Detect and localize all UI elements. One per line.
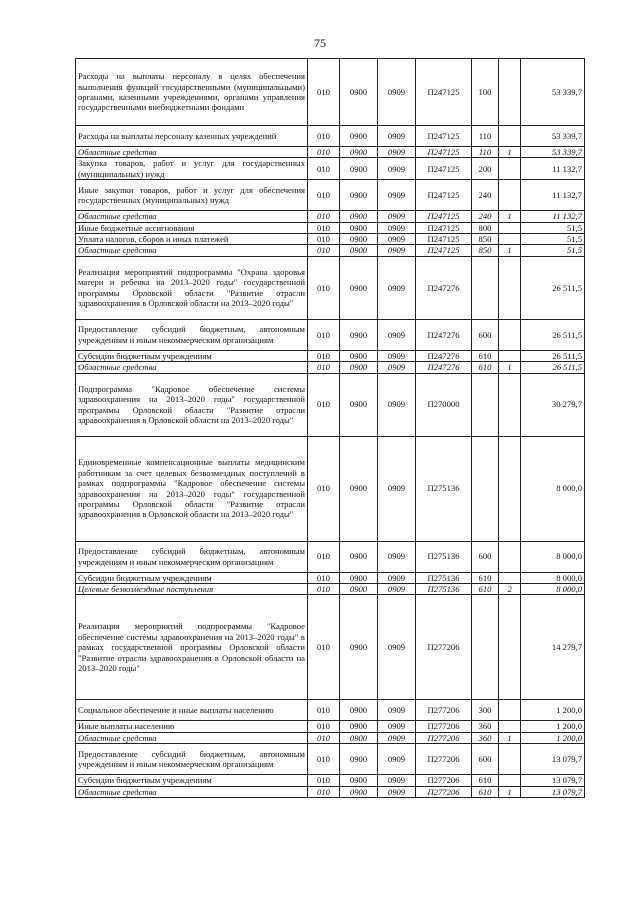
- row-ved-code: 010: [308, 436, 340, 541]
- row-ved-code: 010: [308, 373, 340, 436]
- row-funding-source: 1: [499, 362, 521, 373]
- row-name: Субсидии бюджетным учреждениям: [76, 350, 308, 361]
- row-ved-code: 010: [308, 180, 340, 211]
- row-funding-source: 1: [499, 147, 521, 158]
- row-target-article: П247276: [416, 362, 472, 373]
- table-row: [76, 158, 585, 180]
- row-amount: 26 511,5: [521, 362, 585, 373]
- row-subsection-code: 0909: [378, 126, 416, 147]
- table-row: [76, 786, 585, 797]
- row-section-code: 0900: [340, 584, 378, 595]
- row-funding-source: [499, 319, 521, 350]
- row-funding-source: 1: [499, 245, 521, 256]
- row-target-article: П277206: [416, 744, 472, 775]
- page-number: 75: [314, 36, 326, 50]
- row-target-article: П247276: [416, 319, 472, 350]
- row-target-article: П270000: [416, 373, 472, 436]
- row-amount: 26 511,5: [521, 319, 585, 350]
- row-section-code: 0900: [340, 775, 378, 786]
- row-amount: 26 511,5: [521, 350, 585, 361]
- row-ved-code: 010: [308, 721, 340, 732]
- row-section-code: 0900: [340, 256, 378, 319]
- row-section-code: 0900: [340, 211, 378, 222]
- row-target-article: П275136: [416, 541, 472, 572]
- row-ved-code: 010: [308, 362, 340, 373]
- row-amount: 1 200,0: [521, 721, 585, 732]
- row-subsection-code: 0909: [378, 180, 416, 211]
- row-section-code: 0900: [340, 732, 378, 743]
- row-expense-type: 110: [472, 126, 499, 147]
- row-funding-source: [499, 700, 521, 721]
- row-section-code: 0900: [340, 158, 378, 180]
- row-subsection-code: 0909: [378, 436, 416, 541]
- row-expense-type: 360: [472, 732, 499, 743]
- row-name: Предоставление субсидий бюджетным, автономным учреждениям и иным некоммерческим организациям: [76, 541, 308, 572]
- row-name: Предоставление субсидий бюджетным, автономным учреждениям и иным некоммерческим организациям: [76, 319, 308, 350]
- table-row: [76, 222, 585, 233]
- row-target-article: П277206: [416, 786, 472, 797]
- row-ved-code: 010: [308, 126, 340, 147]
- row-funding-source: [499, 775, 521, 786]
- table-row: [76, 256, 585, 319]
- row-funding-source: [499, 541, 521, 572]
- row-target-article: П277206: [416, 721, 472, 732]
- row-funding-source: [499, 180, 521, 211]
- row-section-code: 0900: [340, 319, 378, 350]
- table-row: [76, 362, 585, 373]
- row-ved-code: 010: [308, 211, 340, 222]
- table-row: [76, 721, 585, 732]
- table-row: [76, 319, 585, 350]
- row-amount: 13 079,7: [521, 744, 585, 775]
- row-subsection-code: 0909: [378, 211, 416, 222]
- row-funding-source: [499, 350, 521, 361]
- row-ved-code: 010: [308, 350, 340, 361]
- row-amount: 8 000,0: [521, 572, 585, 583]
- table-row: [76, 595, 585, 700]
- row-name: Единовременные компенсационные выплаты медицинским работникам за счет целевых безвозмездных поступлений в рамках подпрограммы "Кадровое обеспечение системы здравоохранения на 2013–2020 годы" государственной программы Орловской области "Развитие отрасли здравоохранения в Орловской области на 2013–2020 годы": [76, 436, 308, 541]
- row-name: Расходы на выплаты персоналу в целях обеспечения выполнения функций государственными (муниципальными) органами, казенными учреждениями, органами управления государственными внебюджетными фондами: [76, 59, 308, 126]
- row-ved-code: 010: [308, 319, 340, 350]
- row-amount: 51,5: [521, 222, 585, 233]
- row-section-code: 0900: [340, 147, 378, 158]
- row-amount: 1 200,0: [521, 732, 585, 743]
- row-target-article: П277206: [416, 700, 472, 721]
- row-subsection-code: 0909: [378, 245, 416, 256]
- row-funding-source: 1: [499, 786, 521, 797]
- row-name: Субсидии бюджетным учреждениям: [76, 775, 308, 786]
- row-name: Реализация мероприятий подпрограммы "Кадровое обеспечение системы здравоохранения на 2013–2020 годы" в рамках государственной программы Орловской области "Развитие отрасли здравоохранения в Орловской области на 2013–2020 годы": [76, 595, 308, 700]
- row-amount: 8 000,0: [521, 584, 585, 595]
- row-section-code: 0900: [340, 572, 378, 583]
- row-target-article: П247125: [416, 147, 472, 158]
- table-row: [76, 59, 585, 126]
- row-funding-source: [499, 59, 521, 126]
- row-section-code: 0900: [340, 126, 378, 147]
- row-target-article: П275136: [416, 572, 472, 583]
- row-expense-type: [472, 256, 499, 319]
- table-row: [76, 245, 585, 256]
- row-section-code: 0900: [340, 786, 378, 797]
- table-row: [76, 436, 585, 541]
- row-expense-type: 850: [472, 234, 499, 245]
- row-target-article: П247125: [416, 126, 472, 147]
- row-ved-code: 010: [308, 700, 340, 721]
- row-subsection-code: 0909: [378, 775, 416, 786]
- table-row: [76, 211, 585, 222]
- row-expense-type: 600: [472, 744, 499, 775]
- row-target-article: П247125: [416, 234, 472, 245]
- row-name: Областные средства: [76, 786, 308, 797]
- row-subsection-code: 0909: [378, 584, 416, 595]
- row-expense-type: 200: [472, 158, 499, 180]
- row-ved-code: 010: [308, 256, 340, 319]
- row-subsection-code: 0909: [378, 541, 416, 572]
- row-target-article: П275136: [416, 436, 472, 541]
- row-subsection-code: 0909: [378, 732, 416, 743]
- row-ved-code: 010: [308, 786, 340, 797]
- row-ved-code: 010: [308, 595, 340, 700]
- table-row: [76, 732, 585, 743]
- row-funding-source: [499, 256, 521, 319]
- row-name: Субсидии бюджетным учреждениям: [76, 572, 308, 583]
- row-target-article: П247125: [416, 59, 472, 126]
- row-expense-type: 360: [472, 721, 499, 732]
- row-target-article: П275136: [416, 584, 472, 595]
- row-expense-type: 610: [472, 775, 499, 786]
- row-amount: 30 279,7: [521, 373, 585, 436]
- row-section-code: 0900: [340, 245, 378, 256]
- row-ved-code: 010: [308, 744, 340, 775]
- row-expense-type: 610: [472, 362, 499, 373]
- row-amount: 8 000,0: [521, 541, 585, 572]
- table-row: [76, 234, 585, 245]
- row-section-code: 0900: [340, 234, 378, 245]
- row-amount: 13 079,7: [521, 775, 585, 786]
- row-expense-type: 800: [472, 222, 499, 233]
- row-ved-code: 010: [308, 59, 340, 126]
- table-body: [76, 59, 585, 798]
- row-subsection-code: 0909: [378, 59, 416, 126]
- table-row: [76, 541, 585, 572]
- row-subsection-code: 0909: [378, 234, 416, 245]
- row-name: Уплата налогов, сборов и иных платежей: [76, 234, 308, 245]
- row-name: Областные средства: [76, 362, 308, 373]
- row-subsection-code: 0909: [378, 595, 416, 700]
- row-name: Расходы на выплаты персоналу казенных учреждений: [76, 126, 308, 147]
- row-funding-source: [499, 436, 521, 541]
- row-section-code: 0900: [340, 721, 378, 732]
- table-row: [76, 584, 585, 595]
- row-section-code: 0900: [340, 180, 378, 211]
- row-subsection-code: 0909: [378, 158, 416, 180]
- row-section-code: 0900: [340, 541, 378, 572]
- row-amount: 11 132,7: [521, 158, 585, 180]
- row-funding-source: [499, 126, 521, 147]
- row-subsection-code: 0909: [378, 350, 416, 361]
- row-amount: 11 132,7: [521, 180, 585, 211]
- row-ved-code: 010: [308, 584, 340, 595]
- row-funding-source: [499, 373, 521, 436]
- row-expense-type: 300: [472, 700, 499, 721]
- row-amount: 8 000,0: [521, 436, 585, 541]
- row-subsection-code: 0909: [378, 147, 416, 158]
- row-expense-type: 610: [472, 584, 499, 595]
- row-section-code: 0900: [340, 744, 378, 775]
- row-subsection-code: 0909: [378, 373, 416, 436]
- row-ved-code: 010: [308, 541, 340, 572]
- row-name: Реализация мероприятий подпрограммы "Охрана здоровья матери и ребенка на 2013–2020 годы" государственной программы Орловской области "Развитие отрасли здравоохранения в Орловской области на 2013–2020 годы": [76, 256, 308, 319]
- row-expense-type: [472, 373, 499, 436]
- row-subsection-code: 0909: [378, 362, 416, 373]
- row-funding-source: [499, 744, 521, 775]
- row-name: Предоставление субсидий бюджетным, автономным учреждениям и иным некоммерческим организациям: [76, 744, 308, 775]
- row-name: Иные бюджетные ассигнования: [76, 222, 308, 233]
- row-subsection-code: 0909: [378, 744, 416, 775]
- row-target-article: П277206: [416, 775, 472, 786]
- row-subsection-code: 0909: [378, 572, 416, 583]
- row-ved-code: 010: [308, 147, 340, 158]
- row-expense-type: 600: [472, 319, 499, 350]
- row-section-code: 0900: [340, 222, 378, 233]
- table-row: [76, 350, 585, 361]
- row-expense-type: [472, 436, 499, 541]
- row-funding-source: [499, 595, 521, 700]
- row-name: Областные средства: [76, 211, 308, 222]
- row-target-article: П277206: [416, 595, 472, 700]
- row-expense-type: 240: [472, 180, 499, 211]
- row-funding-source: 1: [499, 732, 521, 743]
- table-row: [76, 775, 585, 786]
- row-section-code: 0900: [340, 59, 378, 126]
- row-expense-type: [472, 595, 499, 700]
- table-row: [76, 700, 585, 721]
- row-funding-source: 2: [499, 584, 521, 595]
- row-expense-type: 610: [472, 350, 499, 361]
- row-name: Областные средства: [76, 147, 308, 158]
- row-amount: 14 279,7: [521, 595, 585, 700]
- row-funding-source: [499, 721, 521, 732]
- row-funding-source: [499, 572, 521, 583]
- row-subsection-code: 0909: [378, 222, 416, 233]
- row-name: Целевые безвозмездные поступления: [76, 584, 308, 595]
- row-ved-code: 010: [308, 234, 340, 245]
- row-target-article: П247125: [416, 211, 472, 222]
- row-amount: 1 200,0: [521, 700, 585, 721]
- row-amount: 51,5: [521, 234, 585, 245]
- row-target-article: П247125: [416, 245, 472, 256]
- row-expense-type: 850: [472, 245, 499, 256]
- row-section-code: 0900: [340, 700, 378, 721]
- row-amount: 53 339,7: [521, 126, 585, 147]
- row-target-article: П247276: [416, 350, 472, 361]
- row-ved-code: 010: [308, 732, 340, 743]
- row-funding-source: 1: [499, 211, 521, 222]
- row-amount: 53 339,7: [521, 147, 585, 158]
- row-amount: 51,5: [521, 245, 585, 256]
- row-ved-code: 010: [308, 572, 340, 583]
- row-target-article: П277206: [416, 732, 472, 743]
- table-row: [76, 147, 585, 158]
- row-section-code: 0900: [340, 350, 378, 361]
- row-name: Закупка товаров, работ и услуг для государственных (муниципальных) нужд: [76, 158, 308, 180]
- row-ved-code: 010: [308, 245, 340, 256]
- row-name: Областные средства: [76, 245, 308, 256]
- table-row: [76, 180, 585, 211]
- row-subsection-code: 0909: [378, 786, 416, 797]
- row-name: Областные средства: [76, 732, 308, 743]
- row-amount: 26 511,5: [521, 256, 585, 319]
- row-amount: 53 339,7: [521, 59, 585, 126]
- row-ved-code: 010: [308, 775, 340, 786]
- row-subsection-code: 0909: [378, 721, 416, 732]
- row-expense-type: 240: [472, 211, 499, 222]
- row-expense-type: 610: [472, 572, 499, 583]
- row-name: Подпрограмма "Кадровое обеспечение системы здравоохранения на 2013–2020 годы" государственной программы Орловской области "Развитие отрасли здравоохранения в Орловской области на 2013–2020 годы": [76, 373, 308, 436]
- row-name: Иные закупки товаров, работ и услуг для обеспечения государственных (муниципальных) нужд: [76, 180, 308, 211]
- table-row: [76, 373, 585, 436]
- row-amount: 13 079,7: [521, 786, 585, 797]
- row-target-article: П247125: [416, 180, 472, 211]
- row-section-code: 0900: [340, 436, 378, 541]
- row-name: Социальное обеспечение и иные выплаты населению: [76, 700, 308, 721]
- row-expense-type: 110: [472, 147, 499, 158]
- row-name: Иные выплаты населению: [76, 721, 308, 732]
- budget-table: [75, 58, 585, 798]
- row-section-code: 0900: [340, 362, 378, 373]
- row-subsection-code: 0909: [378, 319, 416, 350]
- row-amount: 11 132,7: [521, 211, 585, 222]
- row-target-article: П247125: [416, 158, 472, 180]
- row-subsection-code: 0909: [378, 256, 416, 319]
- row-funding-source: [499, 234, 521, 245]
- row-section-code: 0900: [340, 595, 378, 700]
- row-subsection-code: 0909: [378, 700, 416, 721]
- row-target-article: П247125: [416, 222, 472, 233]
- row-target-article: П247276: [416, 256, 472, 319]
- row-ved-code: 010: [308, 222, 340, 233]
- row-funding-source: [499, 222, 521, 233]
- row-expense-type: 610: [472, 786, 499, 797]
- row-expense-type: 100: [472, 59, 499, 126]
- table-row: [76, 126, 585, 147]
- row-ved-code: 010: [308, 158, 340, 180]
- table-row: [76, 572, 585, 583]
- table-row: [76, 744, 585, 775]
- row-funding-source: [499, 158, 521, 180]
- row-expense-type: 600: [472, 541, 499, 572]
- row-section-code: 0900: [340, 373, 378, 436]
